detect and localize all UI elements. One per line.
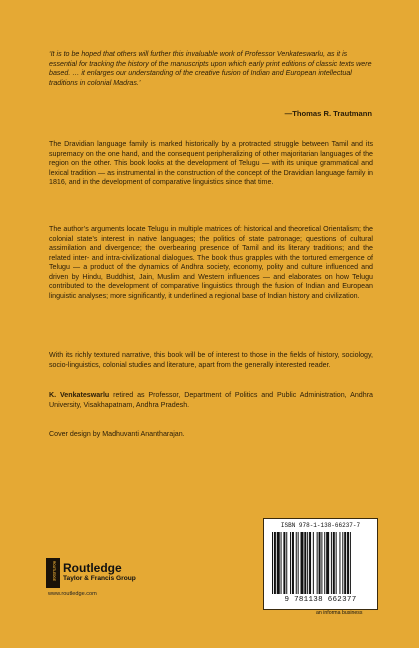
isbn-number: ISBN 978-1-138-66237-7: [280, 522, 361, 529]
barcode-bar: [281, 532, 282, 594]
barcode-bar: [296, 532, 297, 594]
barcode-bar: [307, 532, 308, 594]
barcode-bar: [326, 532, 329, 594]
barcode-bar: [286, 532, 287, 594]
routledge-logo-icon: [46, 558, 60, 588]
informa-tagline: an informa business: [316, 610, 363, 616]
barcode-digits: 9 781138 662377: [284, 596, 357, 604]
barcode-bar: [298, 532, 299, 594]
barcode-bar: [309, 532, 311, 594]
barcode-bar: [313, 532, 314, 594]
description-paragraph-3: With its richly textured narrative, this book will be of interest to those in the fields of history, sociology, socio-linguistics, colonial studies and literature, apart from the generally interested reader.: [49, 351, 373, 369]
barcode-bar: [336, 532, 337, 594]
description-paragraph-2: The author’s arguments locate Telugu in multiple matrices of: historical and theoretical Orientalism; the colonial state’s interest in native languages; the politics of state patronage; questions of cultural assimilation and divergence; the overbearing presence of Tamil and its literary traditions; and the related inter- and intra-civilizational dialogues. The book thus grapples with the tortured emergence of Telugu — a product of the dynamics of Andhra society, economy, polity and culture influenced and driven by Hindu, Buddhist, Jain, Muslim and Western influences — and elaborates on how Telugu contributed to the development of comparative linguistics through the fusion of Indian and European linguistic analyses; more significantly, it underlined a regional base of Indian history and civilization.: [49, 225, 373, 300]
author-name: K. Venkateswarlu: [49, 391, 110, 399]
publisher-logo: [46, 558, 166, 598]
barcode-bar: [283, 532, 285, 594]
barcode-bar: [317, 532, 318, 594]
barcode-bars: [272, 532, 369, 594]
isbn-barcode: [263, 518, 378, 610]
publisher-name: Routledge: [63, 561, 122, 575]
author-bio-text: retired as Professor, Department of Politics and Public Administration, Andhra University, Visakhapatnam, Andhra Pradesh.: [49, 391, 373, 409]
barcode-bar: [344, 532, 346, 594]
endorsement-quote: ‘It is to be hoped that others will further this invaluable work of Professor Venkateswarlu, as it is essential for tracking the history of the manuscripts upon which early print editions of classic texts were based. … it enlarges our understanding of the creative fusion of Indian and European intellectual traditions in colonial Madras.’: [49, 50, 372, 87]
barcode-bar: [347, 532, 349, 594]
barcode-bar: [290, 532, 291, 594]
logo-vertical-text: ROUTLEDGE: [52, 561, 56, 582]
barcode-bar: [319, 532, 321, 594]
publisher-group: Taylor & Francis Group: [63, 575, 136, 582]
barcode-bar: [301, 532, 304, 594]
author-bio: [49, 391, 373, 410]
publisher-url: www.routledge.com: [48, 591, 97, 597]
barcode-bar: [277, 532, 280, 594]
cover-credit: Cover design by Madhuvanti Anantharajan.: [49, 430, 185, 438]
barcode-bar: [333, 532, 335, 594]
barcode-bar: [339, 532, 340, 594]
barcode-bar: [342, 532, 343, 594]
barcode-bar: [274, 532, 276, 594]
barcode-bar: [292, 532, 294, 594]
barcode-bar: [304, 532, 306, 594]
description-paragraph-1: The Dravidian language family is marked historically by a protracted struggle between Tamil and its supremacy on the one hand, and the consequent peripheralizing of other majoritarian languages of the region on the other. This book looks at the development of Telugu — with its unique grammatical and lexical tradition — as instrumental in the construction of the concept of the Dravidian language family in 1816, and in the development of comparative linguistics since that time.: [49, 140, 373, 187]
endorsement-author: —Thomas R. Trautmann: [284, 109, 372, 118]
barcode-bar: [324, 532, 325, 594]
barcode-bar: [331, 532, 332, 594]
barcode-bar: [350, 532, 351, 594]
barcode-bar: [272, 532, 273, 594]
barcode-bar: [321, 532, 322, 594]
